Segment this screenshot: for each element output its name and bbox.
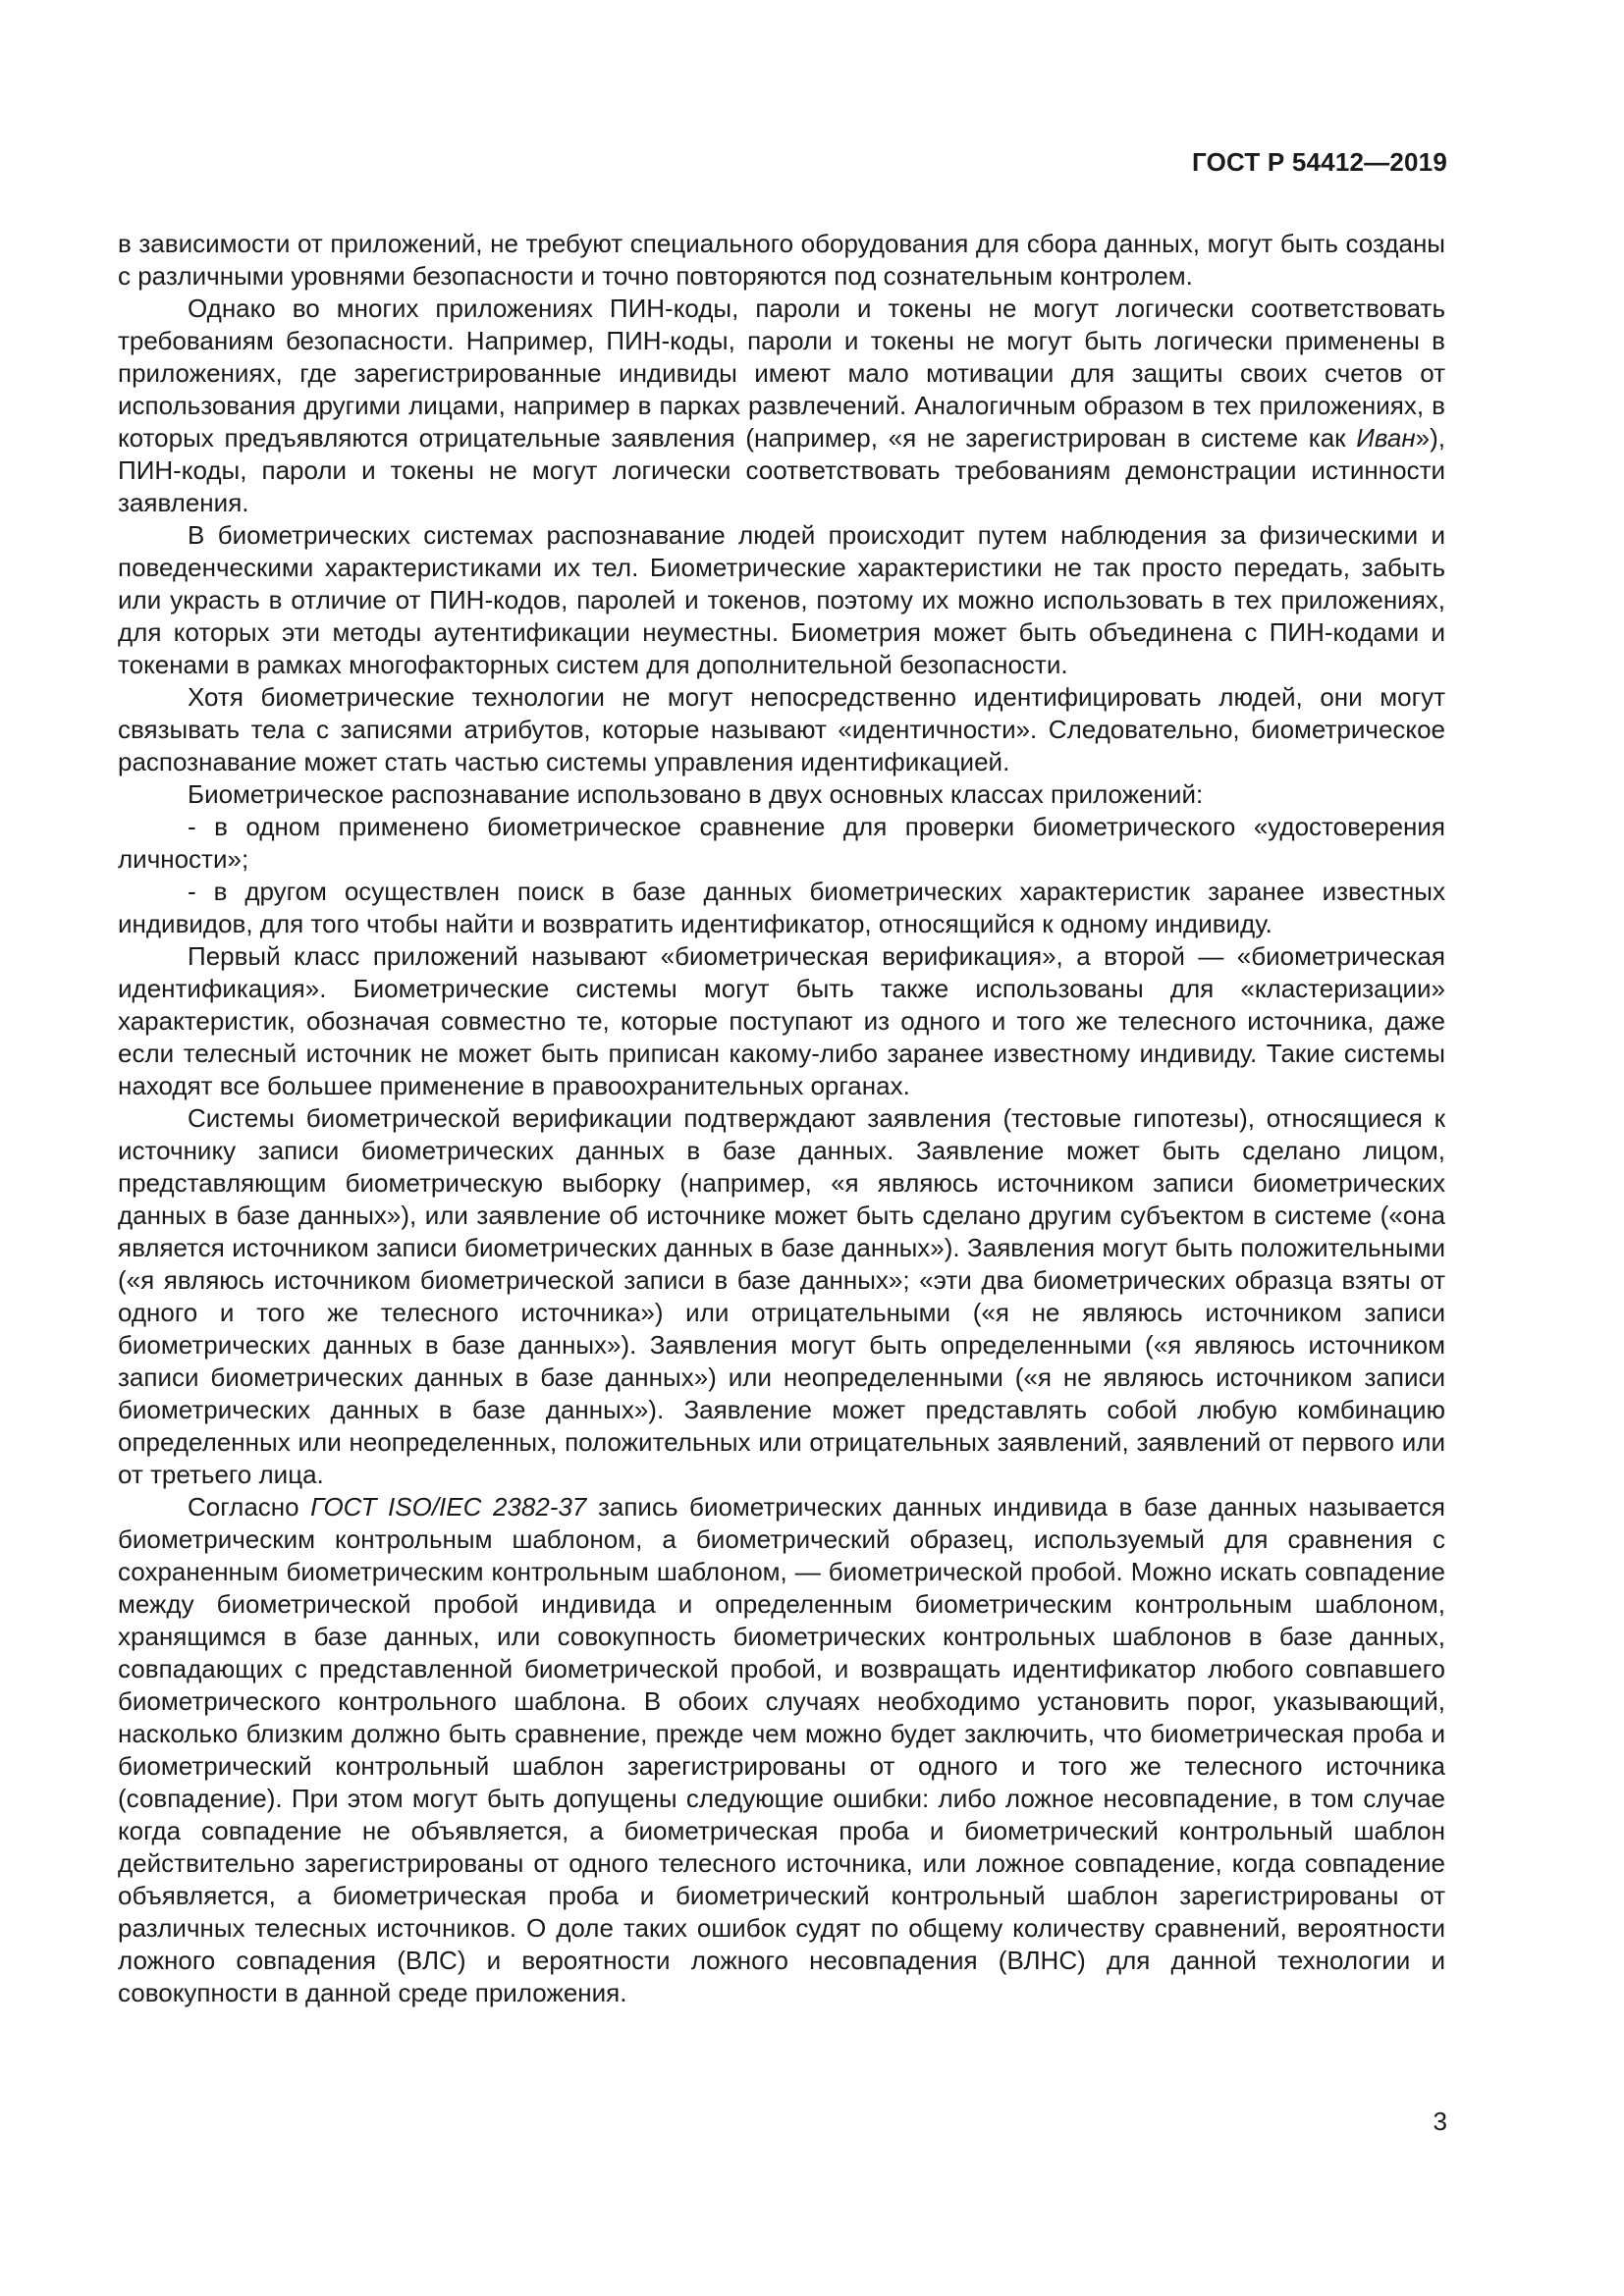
italic-name: Иван (1356, 423, 1416, 453)
page-number: 3 (1433, 2107, 1447, 2136)
paragraph: Первый класс приложений называют «биометрическая верификация», а второй — «биометрическая идентификация». Биометрические системы могут быть также использованы для «кластеризации» характеристик, обозначая совместно те, которые поступают из одного и того же телесного источника, даже если телесный источник не может быть приписан какому-либо заранее известному индивиду. Такие системы находят все большее применение в правоохранительных органах. (118, 941, 1445, 1100)
paragraph: в зависимости от приложений, не требуют специального оборудования для сбора данных, могут быть созданы с различными уровнями безопасности и точно повторяются под сознательным контролем. (118, 229, 1445, 291)
paragraph: Системы биометрической верификации подтверждают заявления (тестовые гипотезы), относящиеся к источнику записи биометрических данных в базе данных. Заявление может быть сделано лицом, представляющим биометрическую выборку (например, «я являюсь источником записи биометрических данных в базе данных»), или заявление об источнике может быть сделано другим субъектом в системе («она является источником записи биометрических данных в базе данных»). Заявления могут быть положительными («я являюсь источником биометрической записи в базе данных»; «эти два биометрических образца взяты от одного и того же телесного источника») или отрицательными («я не являюсь источником записи биометрических данных в базе данных»). Заявления могут быть определенными («я являюсь источником записи биометрических данных в базе данных») или неопределенными («я не являюсь источником записи биометрических данных в базе данных»). Заявление может представлять собой любую комбинацию определенных или неопределенных, положительных или отрицательных заявлений, заявлений от первого или от третьего лица. (118, 1103, 1445, 1489)
paragraph-text: Согласно (188, 1492, 311, 1522)
paragraph: В биометрических системах распознавание людей происходит путем наблюдения за физическими и поведенческими характеристиками их тел. Биометрические характеристики не так просто передать, забыть или украсть в отличие от ПИН-кодов, паролей и токенов, поэтому их можно использовать в тех приложениях, для которых эти методы аутентификации неуместны. Биометрия может быть объединена с ПИН-кодами и токенами в рамках многофакторных систем для дополнительной безопасности. (118, 520, 1445, 679)
paragraph (118, 1491, 1445, 2009)
paragraph: Биометрическое распознавание использовано в двух основных классах приложений: (188, 779, 1204, 809)
paragraph: Хотя биометрические технологии не могут непосредственно идентифицировать людей, они могут связывать тела с записями атрибутов, которые называют «идентичности». Следовательно, биометрическое распознавание может стать частью системы управления идентификацией. (118, 682, 1445, 776)
paragraph-text: »), ПИН-коды, пароли и токены не могут логически соответствовать требованиям демонстрации истинности заявления. (118, 423, 1445, 517)
paragraph (118, 293, 1445, 519)
paragraph-text: Однако во многих приложениях ПИН-коды, пароли и токены не могут логически соответствовать требованиям безопасности. Например, ПИН-коды, пароли и токены не могут быть логически применены в приложениях, где зарегистрированные индивиды имеют мало мотивации для защиты своих счетов от использования другими лицами, например в парках развлечений. Аналогичным образом в тех приложениях, в которых предъявляются отрицательные заявления (например, «я не зарегистрирован в системе как (118, 294, 1445, 453)
list-item: - в одном применено биометрическое сравнение для проверки биометрического «удостоверения личности»; (118, 812, 1445, 874)
body-text (118, 228, 1445, 2009)
document-standard-id: ГОСТ Р 54412—2019 (1192, 147, 1447, 177)
standard-reference: ГОСТ ISO/IEC 2382-37 (310, 1492, 587, 1522)
list-item: - в другом осуществлен поиск в базе данных биометрических характеристик заранее известных индивидов, для того чтобы найти и возвратить идентификатор, относящийся к одному индивиду. (118, 877, 1445, 938)
paragraph-text: запись биометрических данных индивида в базе данных называется биометрическим контрольным шаблоном, а биометрический образец, используемый для сравнения с сохраненным биометрическим контрольным шаблоном, — биометрической пробой. Можно искать совпадение между биометрической пробой индивида и определенным биометрическим контрольным шаблоном, хранящимся в базе данных, или совокупность биометрических контрольных шаблонов в базе данных, совпадающих с представленной биометрической пробой, и возвращать идентификатор любого совпавшего биометрического контрольного шаблона. В обоих случаях необходимо установить порог, указывающий, насколько близким должно быть сравнение, прежде чем можно будет заключить, что биометрическая проба и биометрический контрольный шаблон зарегистрированы от одного и того же телесного источника (совпадение). При этом могут быть допущены следующие ошибки: либо ложное несовпадение, в том случае когда совпадение не объявляется, а биометрическая проба и биометрический контрольный шаблон действительно зарегистрированы от одного телесного источника, или ложное совпадение, когда совпадение объявляется, а биометрическая проба и биометрический контрольный шаблон зарегистрированы от различных телесных источников. О доле таких ошибок судят по общему количеству сравнений, вероятности ложного совпадения (ВЛС) и вероятности ложного несовпадения (ВЛНС) для данной технологии и совокупности в данной среде приложения. (118, 1492, 1445, 2007)
